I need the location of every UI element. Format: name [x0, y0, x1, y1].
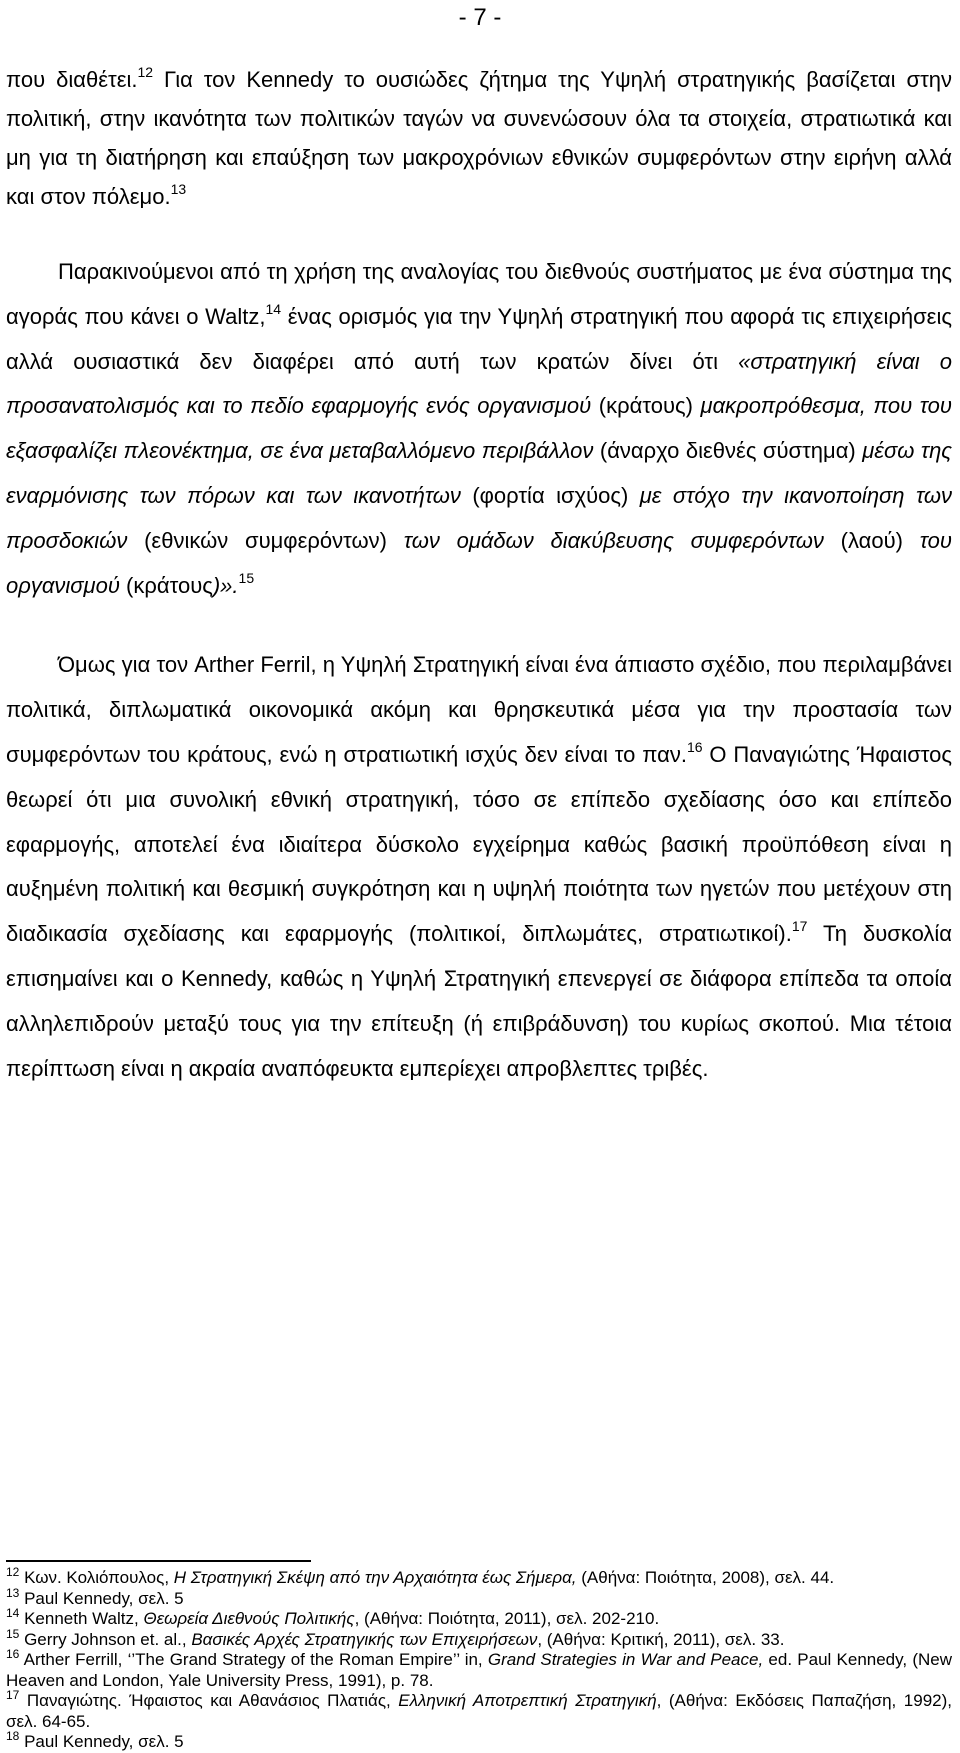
p3-text-2: Ο Παναγιώτης Ήφαιστος θεωρεί ότι μια συνολική εθνική στρατηγική, τόσο σε επίπεδο σχεδίασης όσο και επίπεδο εφαρμογής, αποτελεί ένα ιδιαίτερα δύσκολο εγχείρημα καθώς βασική προϋπόθεση είναι η αυξημένη πολιτική και θεσμική συγκρότηση και η υψηλή ποιότητα των ηγετών που μετέχουν στη διαδικασία σχεδίασης και εφαρμογής (πολιτικοί, διπλωμάτες, στρατιωτικοί).: [6, 741, 952, 947]
p2-note-1: (κράτους): [591, 393, 701, 419]
footnote-16: [6, 1647, 952, 1691]
footnote-text: Paul Kennedy, σελ. 5: [19, 1588, 184, 1608]
footnote-details: , (Αθήνα: Κριτική, 2011), σελ. 33.: [537, 1629, 785, 1649]
footnote-text: Κων. Κολιόπουλος,: [19, 1568, 174, 1587]
footnotes: [6, 1560, 952, 1753]
footnote-ref-17: 17: [791, 918, 808, 935]
footnote-17: [6, 1688, 952, 1732]
footnote-ref-15: 15: [238, 569, 255, 586]
p2-quote-4: με στόχο την ικανοποίηση των προσδοκιών: [6, 482, 952, 553]
footnote-14: [6, 1606, 952, 1630]
footnote-text: Παναγιώτης. Ήφαιστος και Αθανάσιος Πλατιάς,: [19, 1691, 399, 1710]
footnote-number: 15: [6, 1626, 20, 1641]
footnote-12: [6, 1565, 952, 1589]
footnote-15: [6, 1626, 952, 1651]
footnote-13: [6, 1585, 952, 1610]
footnote-text: Gerry Johnson et. al.,: [19, 1629, 192, 1649]
footnote-number: 17: [6, 1688, 20, 1702]
p3-text-1: Όμως για τον Arther Ferril, η Υψηλή Στρατηγική είναι ένα άπιαστο σχέδιο, που περιλαμβάνει πολιτικά, διπλωματικά οικονομικά ακόμη και θρησκευτικά μέσα για την προστασία των συμφερόντων του κράτους, ενώ η στρατιωτική ισχύς δεν είναι το παν.: [6, 652, 952, 767]
footnote-number: 12: [6, 1565, 20, 1579]
p2-quote-7: )».: [212, 572, 239, 598]
footnote-number: 18: [6, 1729, 20, 1743]
footnote-ref-14: 14: [265, 300, 282, 317]
p1-text-2: Για τον Kennedy το ουσιώδες ζήτημα της Υψηλή στρατηγικής βασίζεται στην πολιτική, στην ικανότητα των πολιτικών ταγών να συνενώσουν όλα τα στοιχεία, στρατιωτικά και μη για τη διατήρηση και επαύξηση των μακροχρόνιων εθνικών συμφερόντων στην ειρήνη αλλά και στον πόλεμο.: [6, 67, 952, 209]
p2-note-2: (άναρχο διεθνές σύστημα): [593, 438, 863, 464]
footnote-number: 16: [6, 1647, 20, 1661]
p1-text-1: που διαθέτει.: [6, 67, 138, 92]
footnote-ref-13: 13: [170, 181, 187, 197]
footnote-18: [6, 1729, 952, 1753]
footnote-title: Grand Strategies in War and Peace,: [487, 1650, 764, 1669]
footnote-ref-12: 12: [137, 64, 154, 80]
footnote-text: Kenneth Waltz,: [19, 1609, 144, 1628]
p3-text-3: Τη δυσκολία επισημαίνει και ο Kennedy, καθώς η Υψηλή Στρατηγική επενεργεί σε διάφορα επίπεδα τα οποία αλληλεπιδρούν μεταξύ τους για την επίτευξη (ή επιβράδυνση) του κυρίως σκοπού. Μια τέτοια περίπτωση είναι η ακραία αναπόφευκτα εμπερίεχει απροβλεπτες τριβές.: [6, 921, 952, 1081]
footnote-text: Arther Ferrill, ‘’The Grand Strategy of the Roman Empire’’ in,: [19, 1650, 488, 1669]
footnote-title: Η Στρατηγική Σκέψη από την Αρχαιότητα έως Σήμερα,: [173, 1568, 577, 1587]
footnote-number: 13: [6, 1585, 20, 1600]
p2-text-1: Παρακινούμενοι από τη χρήση της αναλογίας του διεθνούς συστήματος με ένα σύστημα της αγοράς που κάνει ο Waltz,: [6, 259, 952, 329]
p2-quote-1: «στρατηγική είναι ο προσανατολισμός και το πεδίο εφαρμογής ενός οργανισμού: [6, 348, 952, 419]
footnote-title: Ελληνική Αποτρεπτική Στρατηγική: [398, 1691, 657, 1710]
footnote-number: 14: [6, 1606, 20, 1620]
footnote-ref-16: 16: [686, 738, 703, 755]
footnote-details: (Αθήνα: Ποιότητα, 2008), σελ. 44.: [576, 1568, 835, 1587]
footnote-title: Βασικές Αρχές Στρατηγικής των Επιχειρήσεων: [191, 1629, 538, 1649]
p2-note-5: (λαού): [823, 527, 920, 553]
body-text: [6, 60, 952, 1091]
p2-quote-3: μέσω της εναρμόνισης των πόρων και των ικανοτήτων: [6, 438, 953, 508]
p2-note-3: (φορτία ισχύος): [460, 482, 640, 508]
p2-quote-5: των ομάδων διακύβευσης συμφερόντων: [403, 527, 824, 553]
p2-quote-2: μακροπρόθεσμα, που του εξασφαλίζει πλεονέκτημα, σε ένα μεταβαλλόμενο περιβάλλον: [6, 393, 953, 464]
paragraph-3: [6, 643, 952, 1091]
footnote-details: , (Αθήνα: Εκδόσεις Παπαζήση, 1992), σελ. 64-65.: [6, 1691, 952, 1731]
page-number: - 7 -: [458, 4, 502, 31]
footnote-text: Paul Kennedy, σελ. 5: [19, 1732, 184, 1751]
footnote-details: ed. Paul Kennedy, (New Heaven and London, Yale University Press, 1991), p. 78.: [6, 1650, 952, 1690]
paragraph-1: [6, 60, 952, 216]
p2-note-4: (εθνικών συμφερόντων): [127, 527, 404, 553]
footnote-details: , (Αθήνα: Ποιότητα, 2011), σελ. 202-210.: [354, 1609, 660, 1628]
p2-note-6: (κράτους: [119, 572, 213, 598]
footnote-separator: [6, 1560, 311, 1562]
p2-quote-6: του οργανισμού: [6, 527, 953, 598]
p2-text-2: ένας ορισμός για την Υψηλή στρατηγική που αφορά τις επιχειρήσεις αλλά ουσιαστικά δεν διαφέρει από αυτή των κρατών δίνει ότι: [6, 303, 952, 374]
paragraph-2: [6, 250, 952, 608]
footnote-title: Θεωρεία Διεθνούς Πολιτικής: [143, 1609, 355, 1628]
